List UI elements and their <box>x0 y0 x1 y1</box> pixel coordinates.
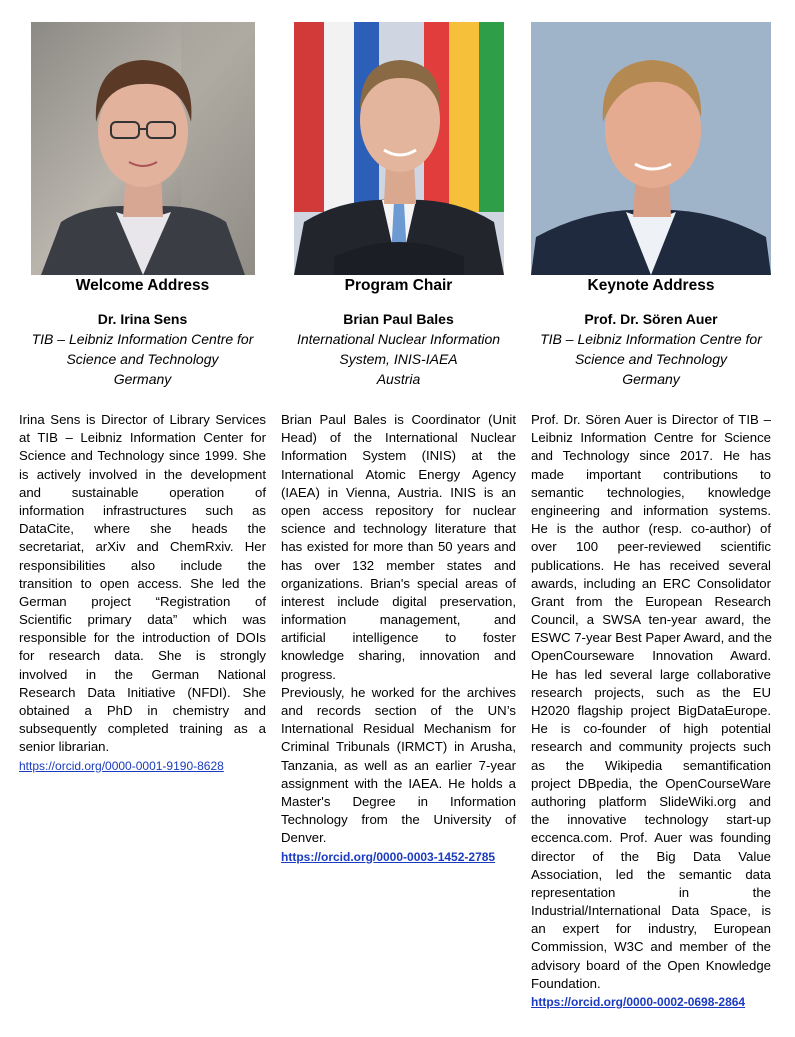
bio-line: for research data. She is strongly <box>19 648 266 664</box>
bio-line: artificial intelligence to foster <box>281 630 516 646</box>
bio-line: organizations. Brian's special areas of <box>281 575 516 591</box>
bio-line: Prof. Dr. Sören Auer is Director of TIB – <box>531 412 771 427</box>
speaker-bio <box>19 411 266 775</box>
affiliation-line: TIB – Leibniz Information Centre for <box>31 331 254 347</box>
speaker-affiliation <box>525 329 777 369</box>
portrait-photo-brian-paul-bales <box>294 22 504 275</box>
bio-line: Association, led the semantic data <box>531 866 771 882</box>
bio-line: awards, including an ERC Consolidator <box>531 575 771 591</box>
bio-line: authoring platform SlideWiki.org and <box>531 793 771 809</box>
bio-line: at TIB – Leibniz Information Center for <box>19 430 266 446</box>
bio-line: Council, a SWSA ten-year award, the <box>531 612 771 628</box>
bio-line: the innovative technology start-up <box>531 812 771 828</box>
bio-line: has over 132 member states and <box>281 557 516 573</box>
bio-line: Science and Technology since 1999. She <box>19 448 266 464</box>
orcid-link[interactable]: https://orcid.org/0000-0002-0698-2864 <box>531 995 746 1009</box>
bio-line: over 100 peer-reviewed scientific <box>531 539 771 555</box>
bio-line: He has led several large collaborative <box>531 666 771 682</box>
bio-line: Denver. <box>281 830 327 846</box>
bio-line: Commission, W3C and member of the <box>531 939 771 955</box>
bio-line: Previously, he worked for the archives <box>281 684 516 700</box>
bio-line: involved in the German National <box>19 666 266 682</box>
bio-line: Criminal Tribunals (IRMCT) in Arusha, <box>281 739 516 755</box>
bio-line: information infrastructures such as <box>19 502 266 518</box>
bio-line: transition to open access. She led the <box>19 575 266 591</box>
speaker-name: Brian Paul Bales <box>343 311 454 327</box>
bio-line: progress. <box>281 666 336 682</box>
bio-line: information management, and <box>281 612 516 628</box>
portrait-photo-soren-auer <box>531 22 771 275</box>
speaker-name: Dr. Irina Sens <box>97 311 188 327</box>
speaker-name: Prof. Dr. Sören Auer <box>584 311 718 327</box>
bio-line: eccenca.com. Prof. Auer was founding <box>531 830 771 846</box>
bio-line: research and community projects such <box>531 739 771 755</box>
speaker-role: Keynote Address <box>587 277 715 294</box>
bio-line: knowledge sharing, innovation and <box>281 648 516 664</box>
speaker-country: Germany <box>113 371 172 387</box>
bio-line: an expert for industry, European <box>531 921 771 937</box>
bio-line: open access repository for nuclear <box>281 502 516 518</box>
bio-line: Grant from the European Research <box>531 593 771 609</box>
bio-line: Foundation. <box>531 975 601 991</box>
bio-line: responsibilities also include the <box>19 557 266 573</box>
portrait-photo-irina-sens <box>31 22 255 275</box>
bio-line: Leibniz Information Centre for Science <box>531 430 771 446</box>
bio-line: publications. He has received several <box>531 557 771 573</box>
affiliation-line: System, INIS-IAEA <box>339 351 458 367</box>
bio-line: science and technology literature that <box>281 521 516 537</box>
speaker-role: Welcome Address <box>75 277 210 294</box>
bio-line: Information System (INIS) at the <box>281 448 516 464</box>
bio-line: project DBpedia, the OpenCourseWare <box>531 775 771 791</box>
bio-line: is actively involved in the development <box>19 466 266 482</box>
bio-line: He is the author (resp. co-author) of <box>531 521 771 537</box>
orcid-link[interactable]: https://orcid.org/0000-0003-1452-2785 <box>281 849 496 864</box>
bio-line: Technology from the University of <box>281 812 516 828</box>
bio-line: ESWC 7-year Best Paper Award, and the <box>531 630 772 646</box>
bio-line: Research Data Initiative (NFDI). She <box>19 684 266 700</box>
bio-line: International Atomic Energy Agency <box>281 466 516 482</box>
speaker-country: Germany <box>622 371 680 387</box>
bio-line: responsible for the introduction of DOIs <box>19 630 266 646</box>
bio-line: Head) of the International Nuclear <box>281 430 516 446</box>
bio-line: Brian Paul Bales is Coordinator (Unit <box>281 412 516 427</box>
bio-line: (IAEA) in Vienna, Austria. INIS is an <box>281 484 516 500</box>
bio-line: obtained a PhD in chemistry and <box>19 703 266 718</box>
affiliation-line: Science and Technology <box>574 351 728 367</box>
speaker-bio <box>281 411 516 866</box>
speaker-role: Program Chair <box>344 277 453 294</box>
speaker-affiliation <box>275 329 522 369</box>
bio-line: Industrial/International Data Space, is <box>531 903 771 919</box>
speaker-bio <box>531 411 771 1011</box>
bio-line: assignment with the IAEA. He holds a <box>281 775 516 791</box>
bio-line: has existed for more than 50 years and <box>281 539 516 555</box>
affiliation-line: Science and Technology <box>66 351 219 367</box>
bio-line: research projects, such as the EU <box>531 684 771 700</box>
bio-line: OpenCourseware Innovation Award. <box>531 648 771 664</box>
bio-line: as the Wikipedia semantification <box>531 757 771 773</box>
speaker-country: Austria <box>376 371 421 387</box>
bio-line: and records section of the UN’s <box>281 703 516 718</box>
bio-line: director of the Big Data Value <box>531 848 771 864</box>
bio-line: Irina Sens is Director of Library Services <box>19 412 266 427</box>
orcid-link[interactable]: https://orcid.org/0000-0001-9190-8628 <box>19 758 224 773</box>
bio-line: interest include digital preservation, <box>281 593 516 609</box>
bio-line: Tanzania, as well as an earlier 7-year <box>281 757 516 773</box>
bio-line: International Residual Mechanism for <box>281 721 516 737</box>
bio-line: DataCite, where she heads the <box>19 521 266 537</box>
bio-line: senior librarian. <box>19 739 110 755</box>
bio-line: representation in the <box>531 884 771 900</box>
bio-line: engineering and information systems. <box>531 502 771 518</box>
affiliation-line: International Nuclear Information <box>296 331 501 347</box>
bio-line: subsequently completed training as a <box>19 721 266 737</box>
bio-line: advisory board of the Open Knowledge <box>531 957 771 973</box>
bio-line: He is co-founder of high potential <box>531 721 771 737</box>
bio-line: German project “Registration of <box>19 593 266 609</box>
bio-line: and sustainable operation of <box>19 484 266 500</box>
speaker-affiliation <box>13 329 272 369</box>
bio-line: and Technology since 2017. He has <box>531 448 771 464</box>
bio-line: H2020 flagship project BigDataEurope. <box>531 703 771 718</box>
bio-line: secretariat, arXiv and ChemRxiv. Her <box>19 539 266 555</box>
affiliation-line: TIB – Leibniz Information Centre for <box>540 331 762 347</box>
bio-line: semantic technologies, knowledge <box>531 484 771 500</box>
bio-line: Master's Degree in Information <box>281 793 516 809</box>
bio-line: Scientific primary data” which was <box>19 612 266 628</box>
bio-line: made important contributions to <box>531 466 771 482</box>
